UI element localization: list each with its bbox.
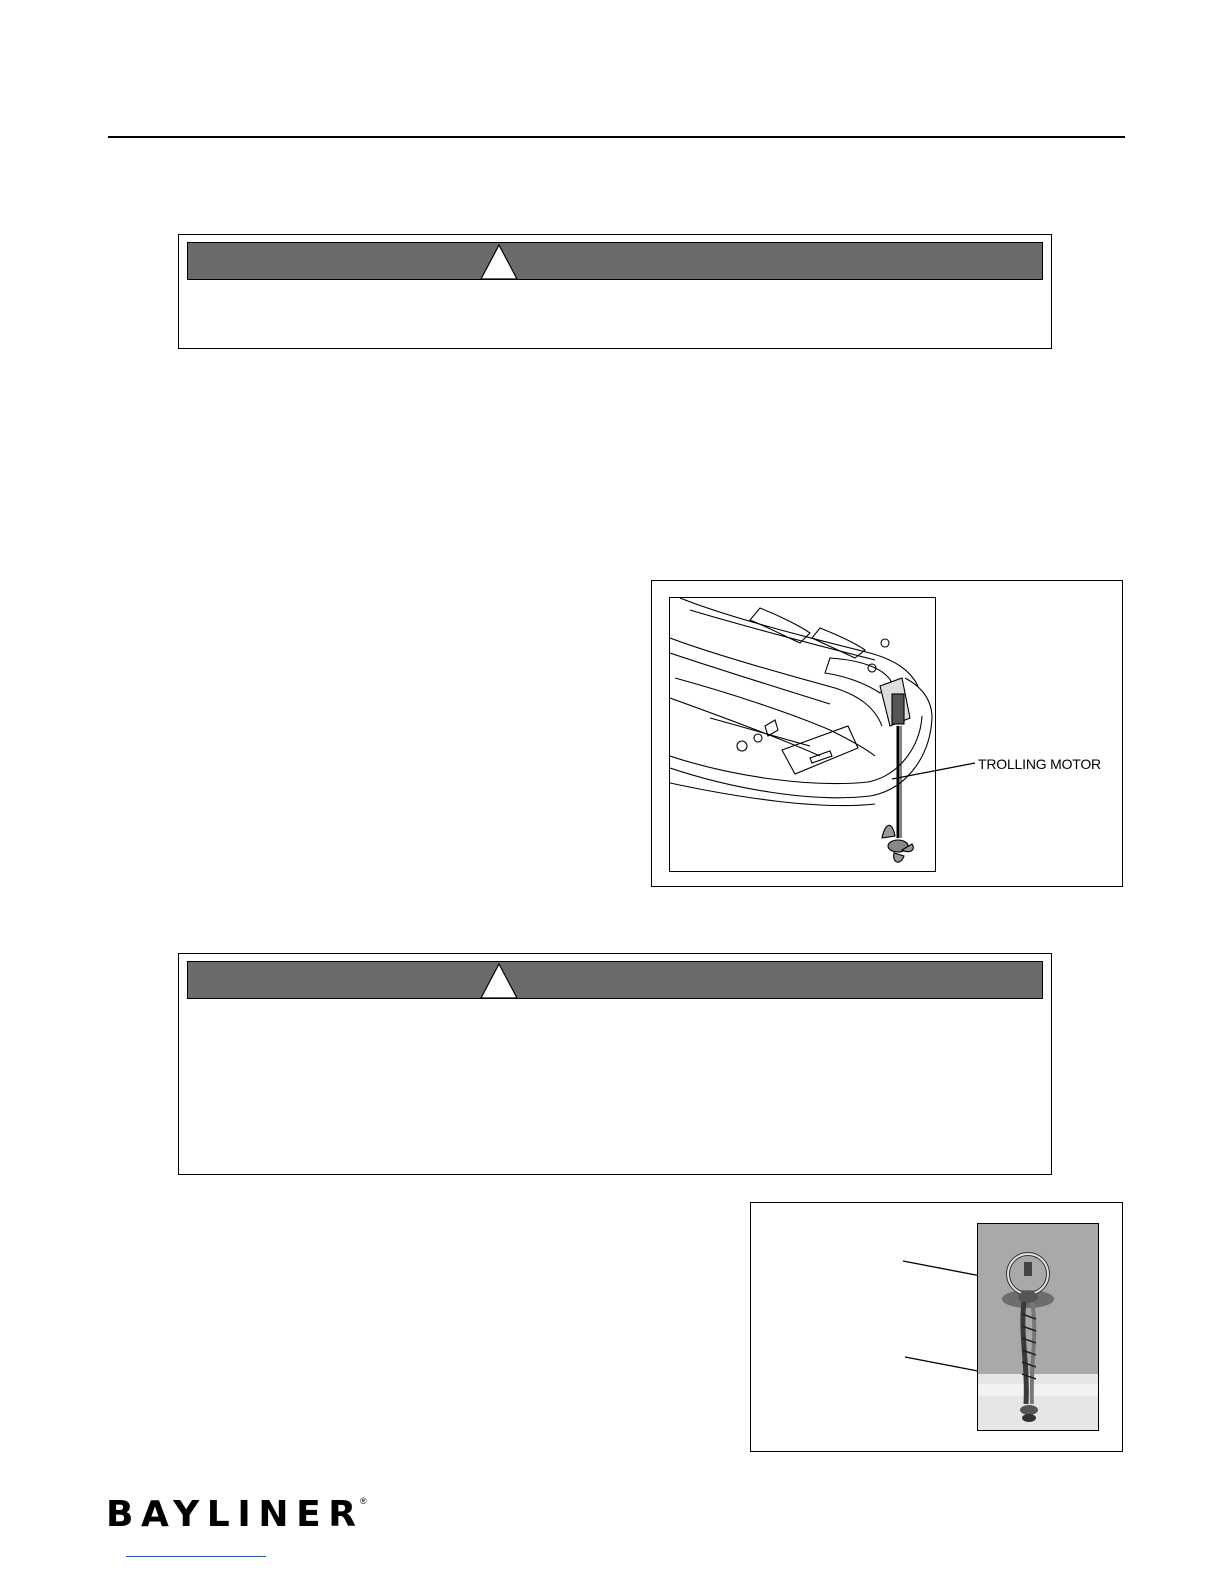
bayliner-logo <box>106 1494 370 1530</box>
header-rule <box>108 136 1125 138</box>
warning-box-1 <box>178 234 1052 349</box>
warning-triangle-icon <box>479 962 519 1000</box>
registered-mark: ® <box>360 1496 367 1506</box>
warning-triangle-icon <box>479 243 519 281</box>
footer-link-underline[interactable] <box>126 1556 266 1557</box>
warning-header-bar <box>187 961 1043 999</box>
logo-text: BAYLINER <box>106 1494 358 1530</box>
warning-box-2 <box>178 953 1052 1175</box>
eye-bolt-photo <box>977 1223 1099 1431</box>
boat-bow-drawing <box>670 598 936 872</box>
callout-trolling-motor: TROLLING MOTOR <box>978 756 1101 772</box>
figure-trolling-motor <box>651 580 1123 887</box>
figure-tie-down-eye <box>750 1202 1123 1452</box>
boat-bow-illustration <box>669 597 936 872</box>
callout-leader-line <box>892 751 977 781</box>
warning-header-bar <box>187 242 1043 280</box>
eye-bolt-image <box>978 1224 1099 1431</box>
